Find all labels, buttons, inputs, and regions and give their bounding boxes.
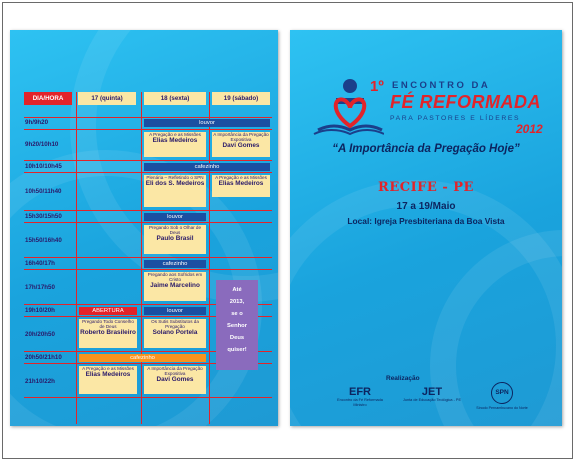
time-slot: 9h/9h20 (25, 119, 49, 126)
session-title: A Importância da Pregação Expositiva (147, 366, 203, 377)
grid-line (141, 92, 142, 424)
cafezinho-bar: cafezinho (144, 163, 270, 171)
closing-note-line: 2013, (229, 299, 245, 305)
speaker-name: Roberto Brasileiro (80, 329, 136, 337)
session-cell (79, 319, 137, 348)
time-slot: 19h10/20h (25, 307, 55, 314)
grid-line (24, 210, 272, 211)
time-slot: 10h10/10h45 (25, 163, 62, 170)
org-abbr: EFR (349, 386, 371, 398)
title-line-2: FÉ REFORMADA (390, 92, 541, 112)
speaker-name: Davi Gomes (222, 142, 260, 150)
grid-line (209, 92, 210, 424)
header-day-18: 18 (sexta) (144, 92, 206, 105)
louvor-bar: louvor (144, 307, 206, 315)
venue-text: Local: Igreja Presbiteriana da Boa Vista (347, 216, 505, 226)
abertura-bar: ABERTURA (79, 307, 137, 315)
org-spn (472, 382, 532, 411)
time-slot: 17h/17h50 (25, 284, 55, 291)
ordinal-text: 1º (370, 78, 384, 95)
spn-seal-icon: SPN (491, 382, 513, 404)
speaker-name: Davi Gomes (156, 376, 194, 384)
louvor-bar: louvor (144, 119, 270, 127)
session-title: A Pregação e as Missões (149, 132, 201, 137)
header-day-19: 19 (sábado) (212, 92, 270, 105)
grid-line (24, 257, 272, 258)
cafezinho-bar: cafezinho (144, 260, 206, 268)
grid-line (76, 92, 77, 424)
speaker-name: Jaime Marcelino (150, 282, 200, 290)
session-cell (212, 175, 270, 197)
closing-note-line: Até (232, 287, 242, 293)
session-title: Plenária – Refletindo o SPN (146, 175, 204, 180)
session-title: A Pregação e as Missões (82, 366, 134, 371)
schedule-panel (10, 30, 278, 426)
speaker-name: Solano Portela (152, 329, 198, 337)
header-day-17: 17 (quinta) (78, 92, 136, 105)
dates-text: 17 a 19/Maio (396, 201, 456, 212)
grid-line (24, 397, 272, 398)
session-title: Pregando Sob o Olhar de Deus (148, 225, 202, 236)
org-jet (402, 386, 462, 403)
grid-line (24, 160, 272, 161)
title-line-1: ENCONTRO DA (392, 80, 491, 91)
session-cell (144, 366, 206, 394)
session-cell (79, 366, 137, 394)
time-slot: 15h30/15h50 (25, 213, 62, 220)
session-cell (144, 132, 206, 157)
org-name: Junta de Educação Teológica - PE (403, 398, 461, 402)
org-name: Encontro da Fé Reformada Ministro (337, 398, 383, 407)
closing-note-line: Senhor (227, 323, 247, 329)
subtitle-text: PARA PASTORES E LÍDERES (390, 115, 521, 122)
grid-line (24, 129, 272, 130)
speaker-name: Elias Medeiros (85, 371, 131, 379)
session-title: Pregando Todo Conselho de Deus (82, 319, 134, 330)
closing-note-line: Deus (229, 335, 245, 341)
grid-line (24, 269, 272, 270)
time-slot: 21h10/22h (25, 378, 55, 385)
speaker-name: Elias Medeiros (218, 180, 264, 188)
closing-note (216, 280, 258, 370)
city-text: RECIFE - PE (378, 180, 474, 195)
theme-text: “A Importância da Pregação Hoje” (332, 143, 520, 155)
time-slot: 10h50/11h40 (25, 188, 62, 195)
session-title: Pregando aos Sofridos em Cristo (147, 272, 203, 283)
closing-note-line: se o (231, 311, 243, 317)
org-abbr: JET (421, 386, 443, 398)
time-slot: 20h50/21h10 (25, 354, 62, 361)
grid-line (24, 172, 272, 173)
cafezinho-bar: cafezinho (79, 354, 206, 362)
session-cell (144, 272, 206, 301)
realizacao-label: Realização (386, 375, 420, 382)
time-slot: 16h40/17h (25, 260, 55, 267)
schedule-table (24, 92, 272, 424)
time-slot: 15h50/16h40 (25, 237, 62, 244)
time-slot: 9h20/10h10 (25, 141, 59, 148)
grid-line (24, 117, 272, 118)
year-text: 2012 (516, 122, 543, 136)
speaker-name: Paulo Brasil (156, 235, 194, 243)
cover-panel (290, 30, 562, 426)
speaker-name: Eli dos S. Medeiros (145, 180, 205, 188)
session-cell (144, 225, 206, 254)
session-title: Os Sutis Substitutos da Pregação (151, 319, 199, 330)
grid-line (24, 222, 272, 223)
speaker-name: Elias Medeiros (152, 137, 198, 145)
session-cell (212, 132, 270, 157)
header-dia-hora: DIA/HORA (24, 92, 72, 105)
session-title: A Importância da Pregação Expositiva (213, 132, 269, 143)
session-cell (144, 319, 206, 348)
session-cell (144, 175, 206, 207)
org-efr (330, 386, 390, 407)
org-name: Sínodo Pernambucano do Norte (476, 406, 528, 410)
session-title: A Pregação e as Missões (215, 175, 267, 180)
closing-note-line: quiser! (227, 347, 247, 353)
time-slot: 20h/20h50 (25, 331, 55, 338)
louvor-bar: louvor (144, 213, 206, 221)
